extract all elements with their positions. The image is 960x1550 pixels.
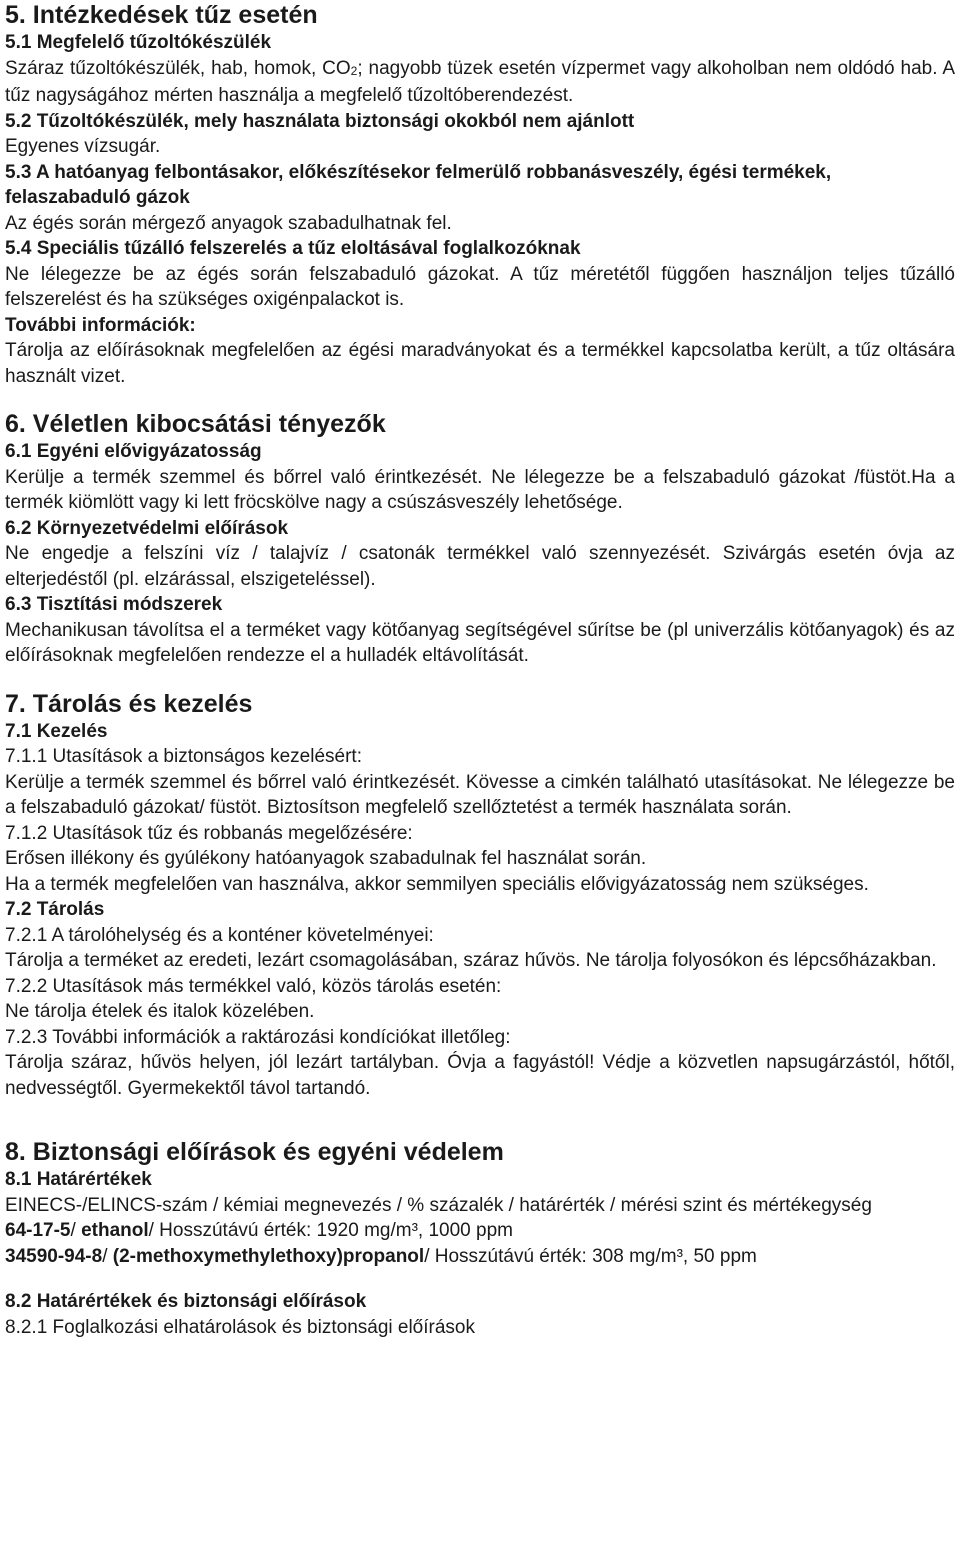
subsection-5-2-text: Egyenes vízsugár. <box>5 136 161 157</box>
section-8-heading: 8. Biztonsági előírások és egyéni védelem <box>5 1138 504 1166</box>
chemical-name: (2-methoxymethylethoxy)propanol <box>112 1245 425 1267</box>
chemical-name: ethanol <box>81 1220 149 1241</box>
co2-subscript: 2 <box>350 63 358 78</box>
spacer <box>5 1101 955 1137</box>
more-info-text: Tárolja az előírásoknak megfelelően az égési maradványokat és a termékkel kapcsolatba került, a tűz oltására használt vizet. <box>5 340 955 387</box>
subsection-7-2-2-heading: 7.2.2 Utasítások más termékkel való, közös tárolás esetén: <box>5 975 502 997</box>
subsection-7-2-3-heading: 7.2.3 További információk a raktározási kondíciókat illetőleg: <box>5 1026 511 1048</box>
subsection-8-2-heading: 8.2 Határértékek és biztonsági előírások <box>5 1291 367 1312</box>
s51-text-b: ; nagyobb tüzek esetén vízpermet vagy alkoholban nem oldódó hab. A tűz nagyságához mérten használja a megfelelő tűzoltóberendezést. <box>5 57 955 106</box>
subsection-6-3-text: Mechanikusan távolítsa el a terméket vagy kötőanyag segítségével sűrítse be (pl univerzális kötőanyagok) és az előírásoknak megfelelően rendezze el a hulladék eltávolítását. <box>5 619 955 666</box>
subsection-6-1-text: Kerülje a termék szemmel és bőrrel való érintkezését. Ne lélegezze be a felszabaduló gázokat /füstöt.Ha a termék kiömlött vagy ki lett fröcskölve nagy a csúszásveszély lehetősége. <box>5 466 955 513</box>
subsection-6-3-heading: 6.3 Tisztítási módszerek <box>5 594 223 615</box>
separator: / <box>70 1220 82 1241</box>
subsection-7-1-2-text-b: Ha a termék megfelelően van használva, akkor semmilyen speciális elővigyázatosság nem szükséges. <box>5 873 869 895</box>
subsection-7-1-1-text: Kerülje a termék szemmel és bőrrel való érintkezését. Kövesse a cimkén található utasításokat. Ne lélegezze be a felszabaduló gázokat/ füstöt. Biztosítson megfelelő szellőztetést a termék használata során. <box>5 771 955 818</box>
subsection-7-1-1-heading: 7.1.1 Utasítások a biztonságos kezelésért: <box>5 746 362 767</box>
subsection-6-2-heading: 6.2 Környezetvédelmi előírások <box>5 517 289 539</box>
subsection-7-2-1-text: Tárolja a terméket az eredeti, lezárt csomagolásában, száraz hűvös. Ne tárolja folyosókon és lépcsőházakban. <box>5 950 937 971</box>
subsection-7-2-2-text: Ne tárolja ételek és italok közelében. <box>5 1001 315 1022</box>
subsection-5-3-text: Az égés során mérgező anyagok szabadulhatnak fel. <box>5 212 452 234</box>
subsection-5-3-heading: 5.3 A hatóanyag felbontásakor, előkészítésekor felmerülő robbanásveszély, égési termékek, felaszabaduló gázok <box>5 161 832 208</box>
limit-value: / Hosszútávú érték: 1920 mg/m³, 1000 ppm <box>148 1220 513 1241</box>
section-6-heading: 6. Véletlen kibocsátási tényezők <box>5 410 386 438</box>
subsection-5-4-text: Ne lélegezze be az égés során felszabaduló gázokat. A tűz méretétől függően használjon teljes tűzálló felszerelést és ha szükséges oxigénpalackot is. <box>5 263 955 310</box>
subsection-6-1-heading: 6.1 Egyéni elővigyázatosság <box>5 441 262 462</box>
subsection-5-1-heading: 5.1 Megfelelő tűzoltókészülék <box>5 32 272 53</box>
subsection-7-1-heading: 7.1 Kezelés <box>5 720 108 742</box>
subsection-5-4-heading: 5.4 Speciális tűzálló felszerelés a tűz eloltásával foglalkozóknak <box>5 238 581 259</box>
subsection-7-1-2-heading: 7.1.2 Utasítások tűz és robbanás megelőzésére: <box>5 822 413 844</box>
subsection-8-1-text: EINECS-/ELINCS-szám / kémiai megnevezés / % százalék / határérték / mérési szint és mértékegység <box>5 1194 872 1216</box>
subsection-8-2-1-text: 8.2.1 Foglalkozási elhatárolások és biztonsági előírások <box>5 1316 475 1338</box>
section-5-heading: 5. Intézkedések tűz esetén <box>5 1 318 29</box>
subsection-6-2-text: Ne engedje a felszíni víz / talajvíz / csatonák termékkel való szennyezését. Szivárgás esetén óvja az elterjedéstől (pl. elzárással, elszigeteléssel). <box>5 543 955 590</box>
subsection-7-2-heading: 7.2 Tárolás <box>5 899 105 920</box>
subsection-7-2-1-heading: 7.2.1 A tárolóhelység és a konténer követelményei: <box>5 924 434 946</box>
subsection-8-1-heading: 8.1 Határértékek <box>5 1169 152 1190</box>
cas-number: 64-17-5 <box>5 1220 71 1241</box>
subsection-7-2-3-text: Tárolja száraz, hűvös helyen, jól lezárt tartályban. Óvja a fagyástól! Védje a közvetlen napsugárzástól, hőtől, nedvességtől. Gyermekektől távol tartandó. <box>5 1052 955 1099</box>
separator: / <box>102 1245 113 1267</box>
spacer <box>5 1269 955 1289</box>
limit-row-ethanol <box>5 1218 955 1244</box>
s51-text-a: Száraz tűzoltókészülék, hab, homok, CO <box>5 57 351 79</box>
spacer <box>5 389 955 409</box>
more-info-heading: További információk: <box>5 314 196 336</box>
section-7-heading: 7. Tárolás és kezelés <box>5 689 253 718</box>
subsection-7-1-2-text-a: Erősen illékony és gyúlékony hatóanyagok szabadulnak fel használat során. <box>5 848 647 869</box>
limit-row-propanol <box>5 1244 955 1270</box>
subsection-5-2-heading: 5.2 Tűzoltókészülék, mely használata biztonsági okokból nem ajánlott <box>5 110 635 132</box>
cas-number: 34590-94-8 <box>5 1245 103 1267</box>
limit-value: / Hosszútávú érték: 308 mg/m³, 50 ppm <box>424 1245 757 1267</box>
subsection-5-1-text <box>5 56 955 109</box>
spacer <box>5 669 955 689</box>
